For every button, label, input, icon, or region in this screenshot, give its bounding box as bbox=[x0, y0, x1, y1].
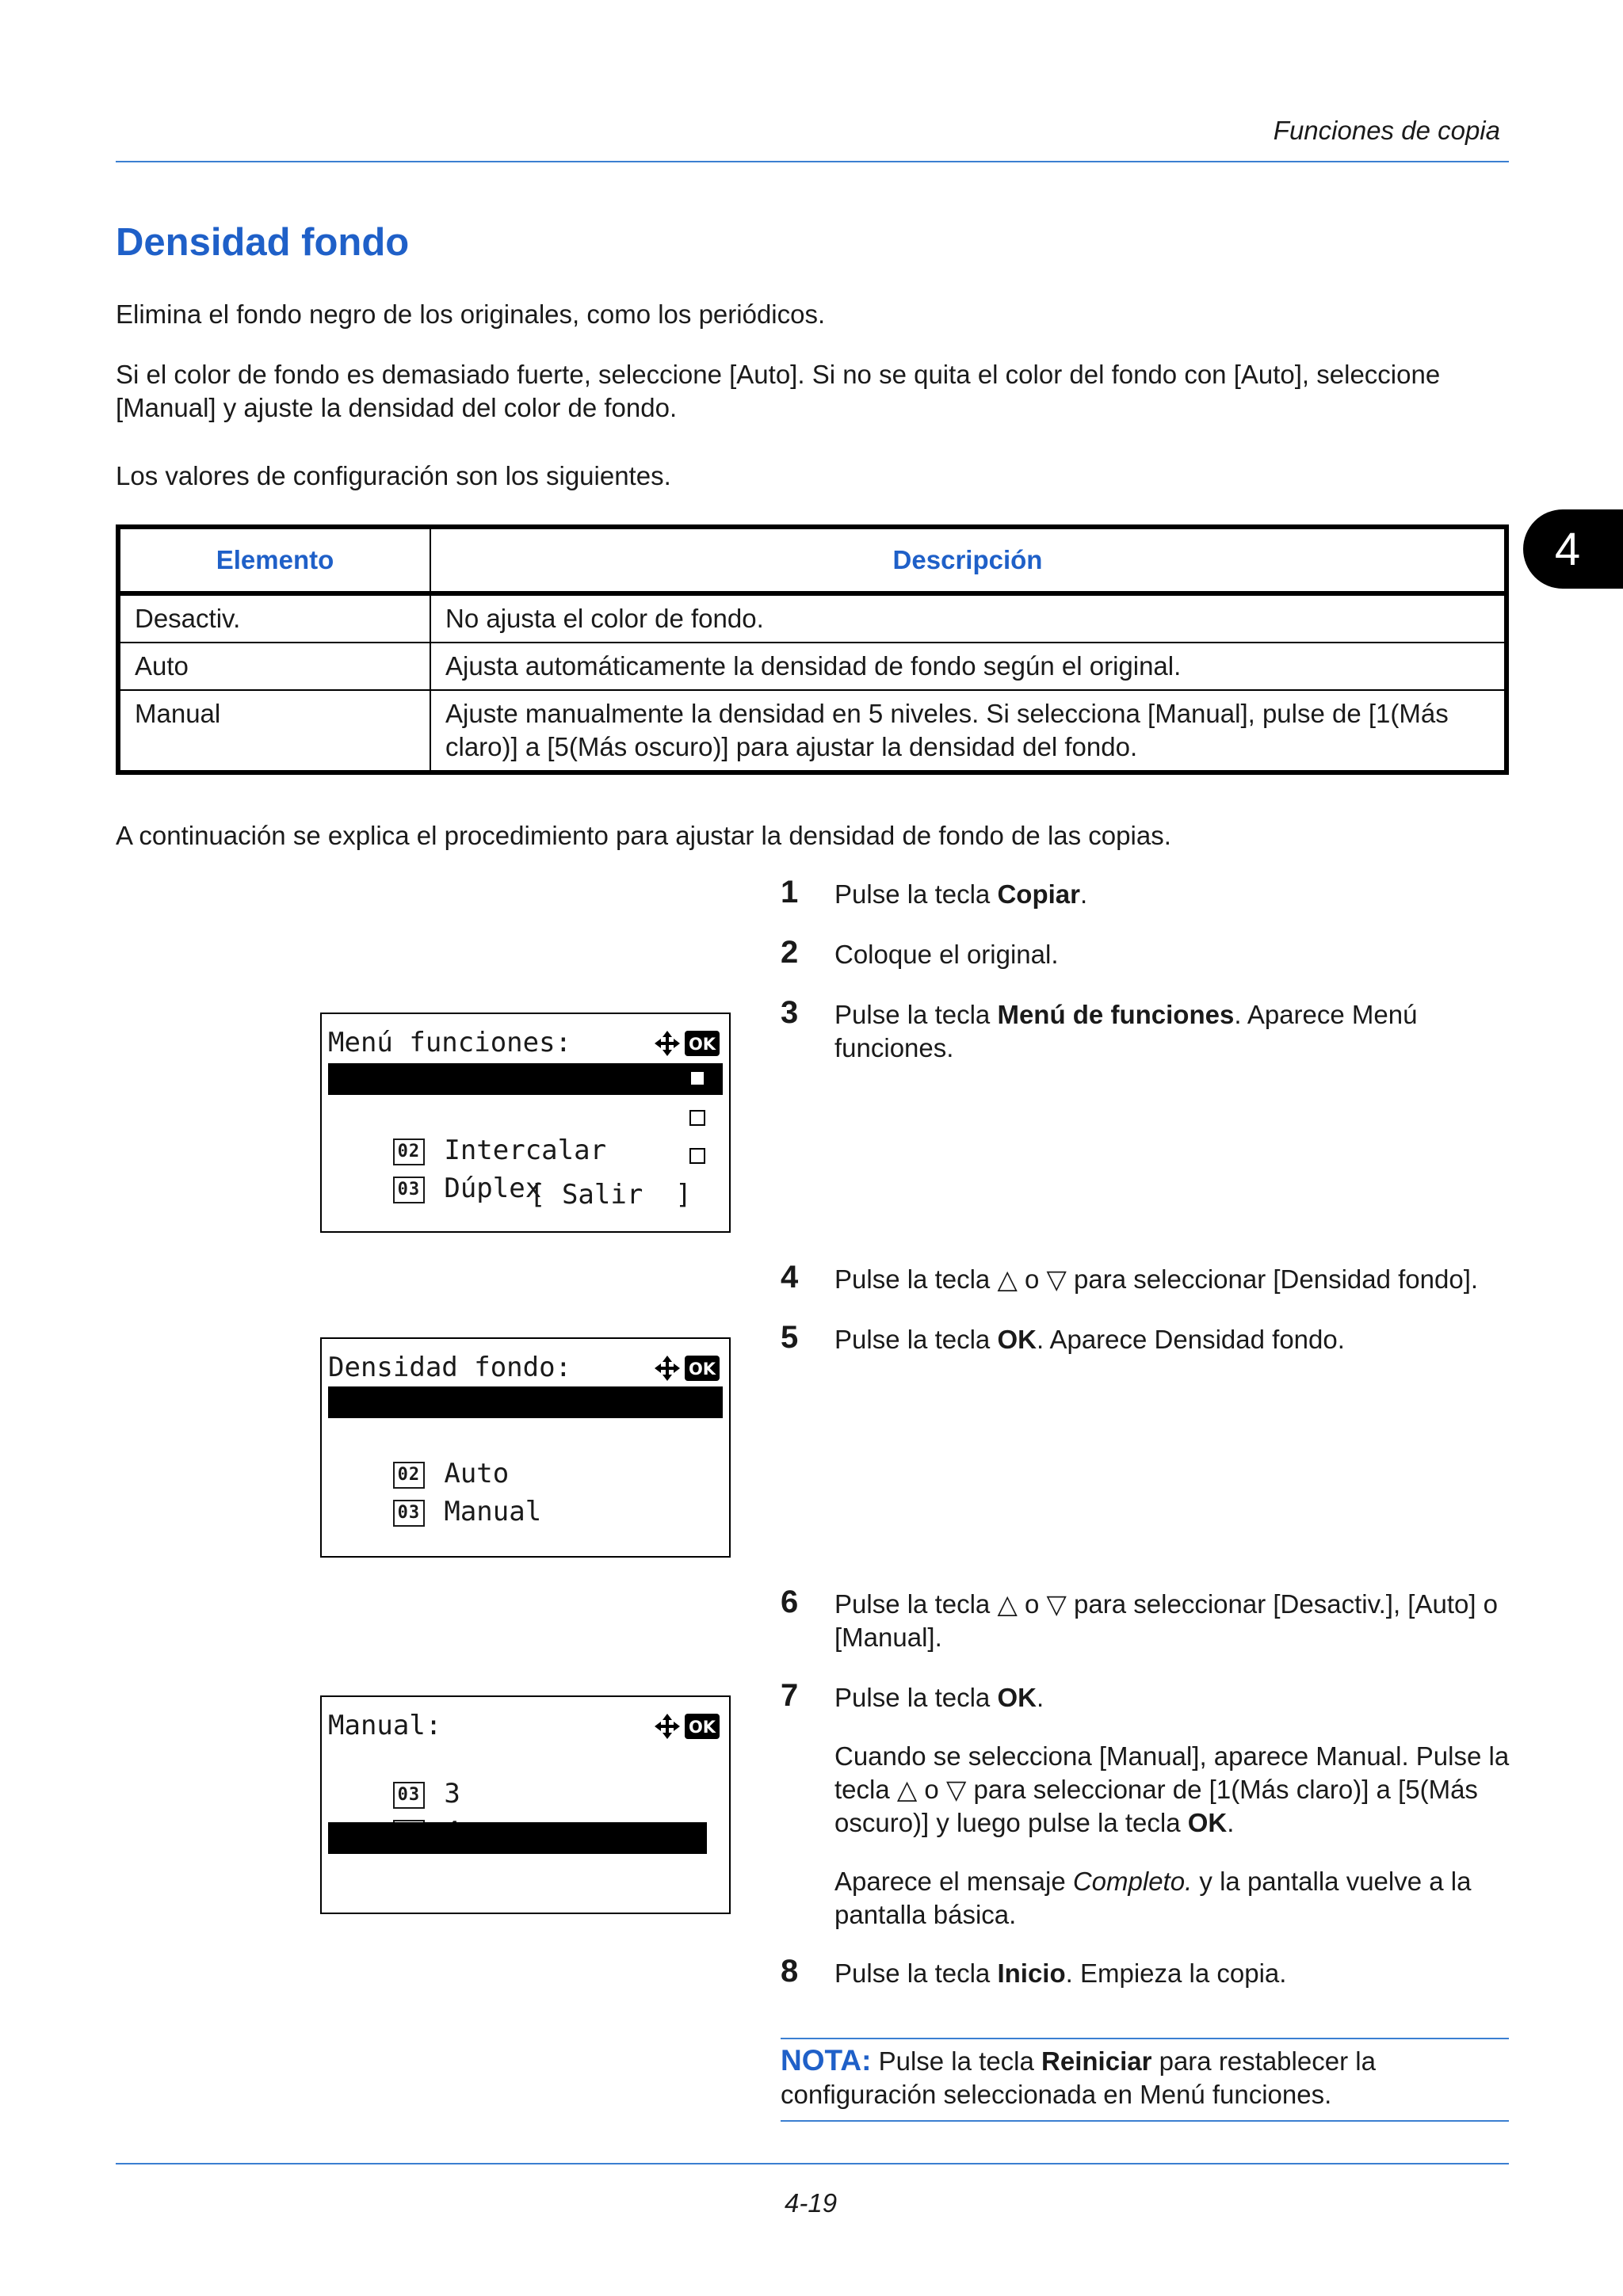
step-number: 8 bbox=[781, 1954, 799, 1989]
lcd-item-intercalar[interactable]: 02 Intercalar bbox=[328, 1103, 723, 1135]
step-number: 2 bbox=[781, 935, 799, 970]
table-header-row bbox=[118, 527, 1507, 593]
note-rule-top bbox=[781, 2038, 1509, 2039]
lcd-item-auto[interactable]: 02 Auto bbox=[328, 1426, 509, 1458]
page-title: Densidad fondo bbox=[116, 221, 410, 264]
lcd-title: Menú funciones: bbox=[328, 1027, 572, 1058]
page-number: 4-19 bbox=[785, 2188, 838, 2218]
step-text: Pulse la tecla △ o ▽ para seleccionar [Densidad fondo]. bbox=[834, 1264, 1479, 1294]
step-number: 5 bbox=[781, 1320, 799, 1355]
step-text: Pulse la tecla OK. bbox=[834, 1683, 1044, 1712]
step-text: Coloque el original. bbox=[834, 940, 1059, 969]
note-box: NOTA: Pulse la tecla Reiniciar para restablecer la configuración seleccionada en Menú funciones. bbox=[781, 2044, 1376, 2109]
lcd-item-level-4[interactable] bbox=[328, 1784, 460, 1816]
table-cell-element: Manual bbox=[118, 690, 430, 772]
step-text: Pulse la tecla OK. Aparece Densidad fondo. bbox=[834, 1325, 1345, 1354]
table-row bbox=[118, 643, 1507, 690]
checkbox-icon bbox=[689, 1148, 705, 1164]
table-header-description: Descripción bbox=[430, 527, 1507, 593]
lcd-screen-manual bbox=[320, 1695, 731, 1914]
intro-paragraph-1: Elimina el fondo negro de los originales, como los periódicos. bbox=[116, 299, 826, 329]
footer-rule bbox=[116, 2163, 1509, 2164]
lcd-title: Densidad fondo: bbox=[328, 1352, 572, 1383]
table-header-element: Elemento bbox=[118, 527, 430, 593]
lcd-title: Manual: bbox=[328, 1710, 442, 1741]
step-7-message: Aparece el mensaje Completo. y la pantalla vuelve a la pantalla básica. bbox=[834, 1867, 1472, 1929]
lcd-exit-button[interactable]: [ Salir ] bbox=[529, 1179, 692, 1211]
step-number: 3 bbox=[781, 995, 799, 1030]
intro-paragraph-3: Los valores de configuración son los siguientes. bbox=[116, 461, 671, 490]
running-header: Funciones de copia bbox=[1273, 116, 1500, 145]
step-number: 7 bbox=[781, 1678, 799, 1713]
navigation-ok-icon bbox=[651, 1028, 723, 1058]
table-cell-element: Auto bbox=[118, 643, 430, 690]
procedure-intro: A continuación se explica el procedimiento para ajustar la densidad de fondo de las copias. bbox=[116, 821, 1171, 850]
step-number: 6 bbox=[781, 1585, 799, 1619]
svg-text:OK: OK bbox=[688, 1035, 716, 1054]
table-cell-description: Ajusta automáticamente la densidad de fondo según el original. bbox=[430, 643, 1507, 690]
lcd-item-level-3[interactable]: 03 3 bbox=[328, 1746, 460, 1778]
step-text: Pulse la tecla △ o ▽ para seleccionar [Desactiv.], [Auto] o [Manual]. bbox=[834, 1589, 1499, 1652]
checkbox-icon bbox=[689, 1070, 705, 1086]
lcd-item-level-5[interactable]: 05 *5(Más oscuro) bbox=[328, 1822, 707, 1854]
lcd-item-manual[interactable]: 03 Manual bbox=[328, 1464, 541, 1496]
lcd-screen-menu-funciones bbox=[320, 1013, 731, 1233]
table-cell-description: Ajuste manualmente la densidad en 5 niveles. Si selecciona [Manual], pulse de [1(Más claro)] a [5(Más oscuro)] para ajustar la densidad del fondo. bbox=[430, 690, 1507, 772]
lcd-item-duplex[interactable]: 03 Dúplex bbox=[328, 1141, 723, 1173]
table-row bbox=[118, 593, 1507, 643]
step-number: 4 bbox=[781, 1260, 799, 1295]
chapter-tab: 4 bbox=[1523, 509, 1623, 589]
table-cell-element: Desactiv. bbox=[135, 604, 241, 633]
note-label: NOTA: bbox=[781, 2044, 872, 2077]
header-rule bbox=[116, 161, 1509, 162]
lcd-screen-densidad-fondo bbox=[320, 1337, 731, 1558]
navigation-ok-icon bbox=[651, 1353, 723, 1383]
step-text: Pulse la tecla Menú de funciones. Aparece Menú funciones. bbox=[834, 1000, 1418, 1062]
navigation-ok-icon bbox=[651, 1711, 723, 1741]
checkbox-icon bbox=[689, 1110, 705, 1126]
step-text: Pulse la tecla Copiar. bbox=[834, 879, 1088, 909]
svg-text:OK: OK bbox=[688, 1718, 716, 1737]
step-7-detail: Cuando se selecciona [Manual], aparece Manual. Pulse la tecla △ o ▽ para seleccionar de [1(Más claro)] a [5(Más oscuro)] y luego pulse la tecla OK. bbox=[834, 1741, 1510, 1837]
step-text: Pulse la tecla Inicio. Empieza la copia. bbox=[834, 1958, 1287, 1988]
step-number: 1 bbox=[781, 875, 799, 910]
settings-table bbox=[116, 524, 1509, 775]
table-row bbox=[118, 690, 1507, 772]
lcd-item-desactiv[interactable]: 01 *Desactiv. bbox=[328, 1386, 723, 1418]
note-rule-bottom bbox=[781, 2120, 1509, 2122]
lcd-item-seleccion-papel[interactable]: 01 Selección papel bbox=[328, 1063, 723, 1095]
intro-paragraph-2: Si el color de fondo es demasiado fuerte, seleccione [Auto]. Si no se quita el color del fondo con [Auto], seleccione [Manual] y ajuste la densidad del color de fondo. bbox=[116, 360, 1441, 422]
table-cell-description: No ajusta el color de fondo. bbox=[430, 593, 1507, 643]
svg-text:OK: OK bbox=[688, 1360, 716, 1379]
